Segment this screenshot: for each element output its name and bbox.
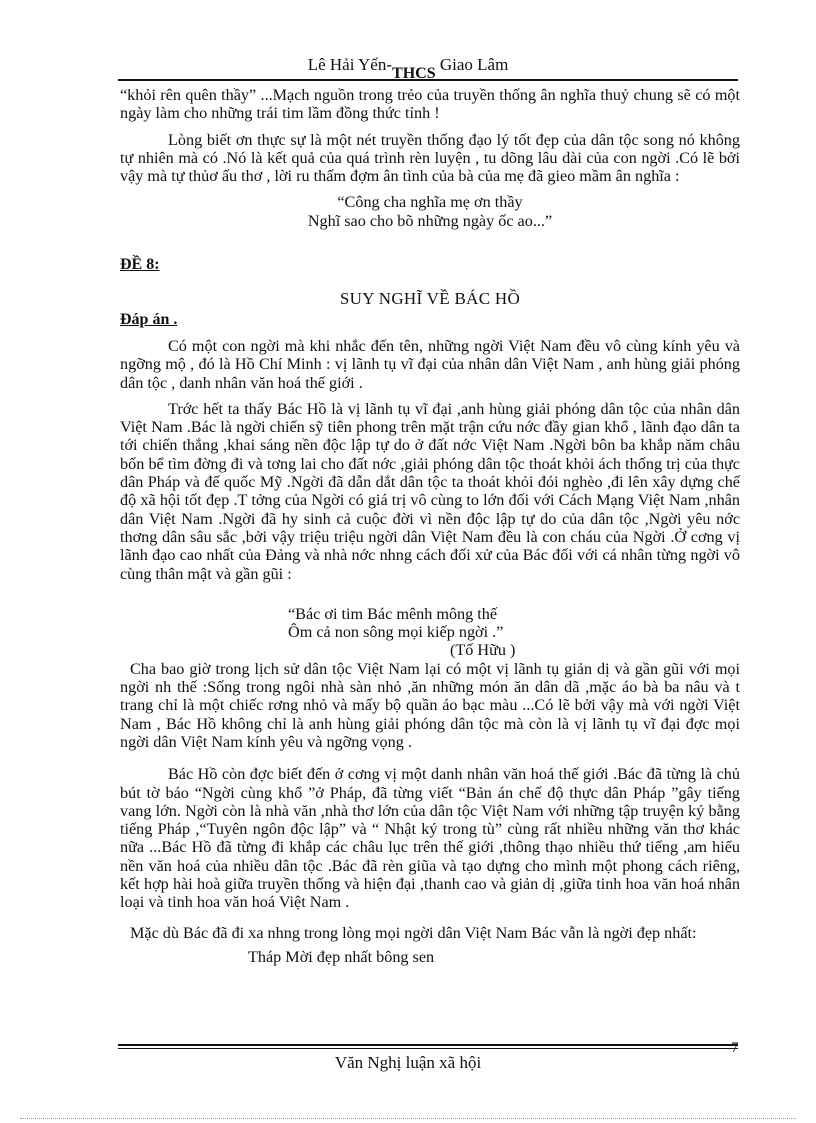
poem-2-author: (Tố Hữu ): [450, 641, 516, 660]
header-author: Lê Hải Yến-: [307, 55, 393, 74]
footer-label: Văn Nghị luận xã hội: [334, 1053, 482, 1072]
header-school: Giao Lâm: [435, 55, 509, 74]
footer-rule-thin: [118, 1048, 738, 1049]
paragraph-3: Có một con ngời mà khi nhắc đến tên, những ngời Việt Nam đều vô cùng kính yêu và ngỡng mộ , đó là Hồ Chí Minh : vị lãnh tụ vĩ đại của nhân dân Việt Nam , anh hùng giải phóng dân tộc , danh nhân văn hoá thế giới .: [120, 336, 740, 392]
essay-title: SUY NGHĨ VỀ BÁC HỒ: [339, 289, 521, 309]
page-header: [0, 55, 816, 82]
paragraph-2: Lòng biết ơn thực sự là một nét truyền thống đạo lý tốt đẹp của dân tộc song nó không tự nhiên mà có .Nó là kết quả của quá trình rèn luyện , tu dõng lâu dài của con ngời .Có lẽ bởi vậy mà tự thủơ ấu thơ , lời ru thấm đợm ân tình của bà của mẹ đã gieo mầm ân nghĩa :: [120, 130, 740, 186]
paragraph-7: Mặc dù Bác đã đi xa nhng trong lòng mọi ngời dân Việt Nam Bác vẫn là ngời đẹp nhất:: [130, 923, 697, 942]
poem-1-line-1: “Công cha nghĩa mẹ ơn thầy: [337, 193, 523, 212]
exercise-label: ĐỀ 8:: [120, 256, 160, 274]
poem-1-line-2: Nghĩ sao cho bõ những ngày ốc ao...”: [307, 211, 553, 230]
document-body: [120, 86, 740, 966]
page-number: 7: [731, 1040, 739, 1056]
paragraph-6: Bác Hồ còn đợc biết đến ở cơng vị một danh nhân văn hoá thế giới .Bác đã từng là chủ bút tờ báo “Ngời cùng khổ ”ở Pháp, đã từng viết “Bản án chế độ thực dân Pháp ”gây tiếng vang lớn. Ngời còn là nhà văn ,nhà thơ lớn của dân tộc Việt Nam với những tập truyện ký bằng tiếng Pháp ,“Tuyên ngôn độc lập” và “ Nhật ký trong tù” cùng rất nhiều những văn thơ khác nữa ...Bác Hồ đã từng đi khắp các châu lục trên thế giới ,thông thạo nhiều thứ tiếng ,am hiểu nền văn hoá của nhiều dân tộc .Bác đã rèn giũa và tạo dựng cho mình một phong cách riêng, kết hợp hài hoà giữa truyền thống và hiện đại ,thanh cao và giản dị ,giữa tinh hoa văn hoá nhân loại và tinh hoa văn hoá Việt Nam .: [120, 765, 740, 912]
poem-3-line-1: Tháp Mời đẹp nhất bông sen: [248, 947, 435, 966]
footer-rule: [118, 1044, 738, 1046]
header-rule: [118, 79, 738, 81]
paragraph-5: Cha bao giờ trong lịch sử dân tộc Việt Nam lại có một vị lãnh tụ giản dị và gần gũi với mọi ngời nh thế :Sống trong ngôi nhà sàn nhỏ ,ăn những món ăn dân dã ,mặc áo bà ba nâu và t trang chỉ là một chiếc rơng nhỏ và mấy bộ quần áo bạc màu ...Có lẽ bởi vậy mà với ngời Việt Nam , Bác Hồ không chỉ là anh hùng giải phóng dân tộc mà còn là vị lãnh tụ vĩ đại đợc mọi ngời dân Việt Nam kính yêu và ngỡng vọng .: [120, 659, 740, 751]
paragraph-4: Trớc hết ta thấy Bác Hồ là vị lãnh tụ vĩ đại ,anh hùng giải phóng dân tộc của nhân dân Việt Nam .Bác là ngời chiến sỹ tiên phong trên mặt trận cứu nớc đầy gian khổ , lãnh đạo dân ta tới chiến thắng ,khai sáng nền độc lập tự do ở đất nớc Việt Nam .Ngời bôn ba khắp năm châu bốn bể tìm đờng đi và tơng lai cho đất nớc ,giải phóng dân tộc thoát khỏi ách thống trị của thực dân Pháp và đế quốc Mỹ .Ngời đã dẫn dắt dân tộc ta thoát khỏi đói nghèo ,đi lên xây dựng chế độ xã hội tốt đẹp .T tởng của Ngời có giá trị vô cùng to lớn đối với Cách Mạng Việt Nam ,nhân dân Việt Nam .Ngời đã hy sinh cả cuộc đời vì nền độc lập tự do của dân tộc ,Ngời yêu nớc thơng dân sâu sắc ,bởi vậy triệu triệu ngời dân Việt Nam đều là con cháu của Ngời .Ở cơng vị lãnh đạo cao nhất của Đảng và nhà nớc nhng cách đối xử của Bác đối với cá nhân từng ngời vô cùng thân mật và gần gũi :: [120, 399, 740, 583]
header-school-tag: THCS: [392, 65, 436, 82]
poem-2-line-2: Ôm cả non sông mọi kiếp ngời .”: [288, 623, 504, 642]
answer-label: Đáp án .: [120, 310, 178, 328]
poem-2-line-1: “Bác ơi tim Bác mênh mông thế: [288, 604, 498, 623]
page-bottom-dotted-line: [20, 1118, 796, 1119]
paragraph-1: “khỏi rên quên thầy” ...Mạch nguồn trong trẻo của truyền thống ân nghĩa thuỷ chung sẽ có một ngày làm cho những trái tim lầm đồng thức tỉnh !: [120, 86, 740, 123]
